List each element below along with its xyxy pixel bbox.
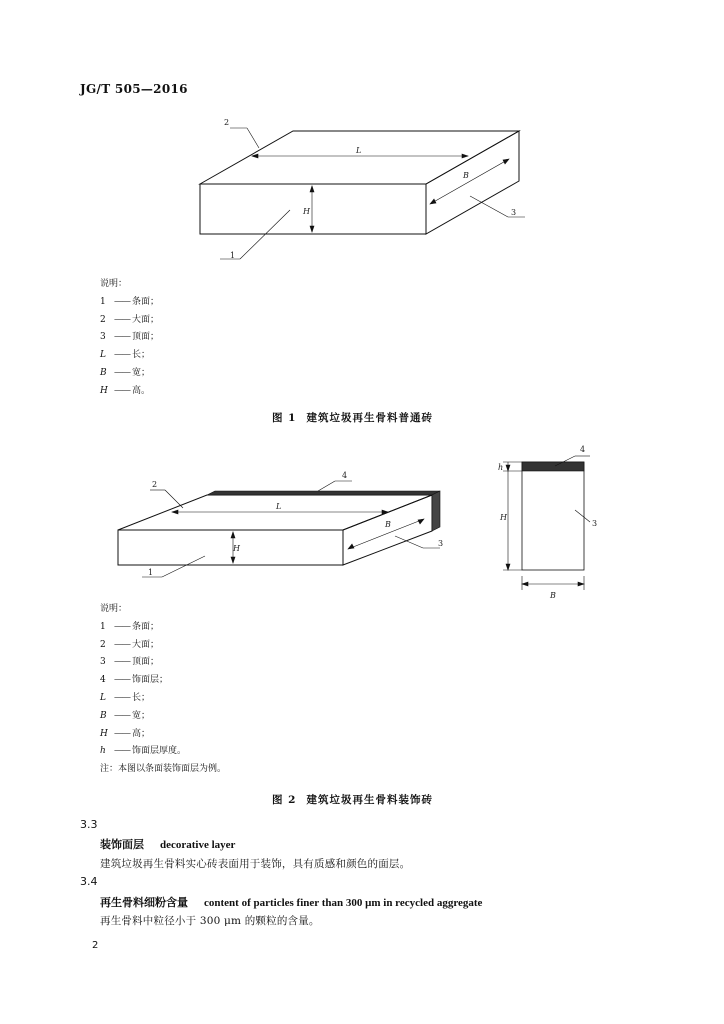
section-number: 3.3	[80, 818, 98, 831]
fig2-decorative-layer	[207, 491, 440, 495]
fig2-section-callout-3: 3	[592, 519, 598, 528]
figure2-caption: 图 2 建筑垃圾再生骨料装饰砖	[272, 794, 433, 806]
fig2-label-b: B	[385, 520, 391, 529]
fig1-callout-2: 2	[224, 118, 230, 127]
legend-item: B —— 宽；	[100, 367, 151, 378]
legend-item: 3 —— 顶面；	[100, 657, 160, 668]
legend-item: 1 —— 条面；	[100, 621, 160, 632]
term-definition: 建筑垃圾再生骨料实心砖表面用于装饰，具有质感和颜色的面层。	[100, 858, 411, 870]
page-number: 2	[92, 940, 99, 951]
legend-title: 说明：	[100, 279, 128, 289]
fig2-section-label-h-total: H	[500, 513, 507, 522]
fig2-front-face	[118, 530, 343, 565]
fig2-section-label-h: h	[498, 463, 504, 472]
fig2-callout-3: 3	[438, 539, 444, 548]
fig2-section-label-b: B	[550, 591, 556, 600]
term-definition: 再生骨料中粒径小于 300 μm 的颗粒的含量。	[100, 915, 320, 927]
fig2-label-l: L	[276, 502, 282, 511]
fig1-label-b: B	[463, 171, 469, 180]
fig1-callout-1: 1	[230, 251, 236, 260]
term-heading: 装饰面层 decorative layer	[100, 838, 236, 851]
legend-item: 2 —— 大面；	[100, 639, 160, 650]
figure1-caption: 图 1 建筑垃圾再生骨料普通砖	[272, 412, 433, 424]
fig2-callout-1: 1	[148, 568, 154, 577]
legend-item: 2 —— 大面；	[100, 314, 160, 325]
figure-note: 注：本图以条面装饰面层为例。	[100, 764, 227, 775]
fig1-label-l: L	[356, 146, 362, 155]
fig2-section-body	[522, 462, 584, 570]
figure2-legend	[100, 601, 226, 779]
standard-number: JG/T 505—2016	[80, 82, 188, 96]
fig2-side-face	[343, 495, 432, 565]
fig2-callout-4: 4	[342, 471, 348, 480]
legend-item: 4 —— 饰面层；	[100, 675, 169, 686]
legend-item: 1 —— 条面；	[100, 296, 160, 307]
legend-item: H —— 高；	[100, 728, 151, 739]
legend-title: 说明：	[100, 604, 128, 614]
legend-item: H —— 高。	[100, 385, 151, 396]
fig2-section-callout-4: 4	[580, 445, 586, 454]
term-heading: 再生骨料细粉含量 content of particles finer than 300 μm in recycled aggregate	[100, 896, 483, 909]
legend-item: L —— 长；	[100, 350, 151, 361]
fig1-callout-3: 3	[511, 208, 517, 217]
fig2-decorative-layer-side	[432, 491, 440, 531]
fig2-callout-2: 2	[152, 480, 158, 489]
legend-item: h —— 饰面层厚度。	[100, 746, 187, 757]
section-number: 3.4	[80, 875, 98, 888]
legend-item: 3 —— 顶面；	[100, 332, 160, 343]
fig1-label-h: H	[303, 207, 310, 216]
fig2-label-h: H	[233, 544, 240, 553]
legend-item: B —— 宽；	[100, 710, 151, 721]
legend-item: L —— 长；	[100, 692, 151, 703]
fig2-section-layer	[522, 462, 584, 471]
